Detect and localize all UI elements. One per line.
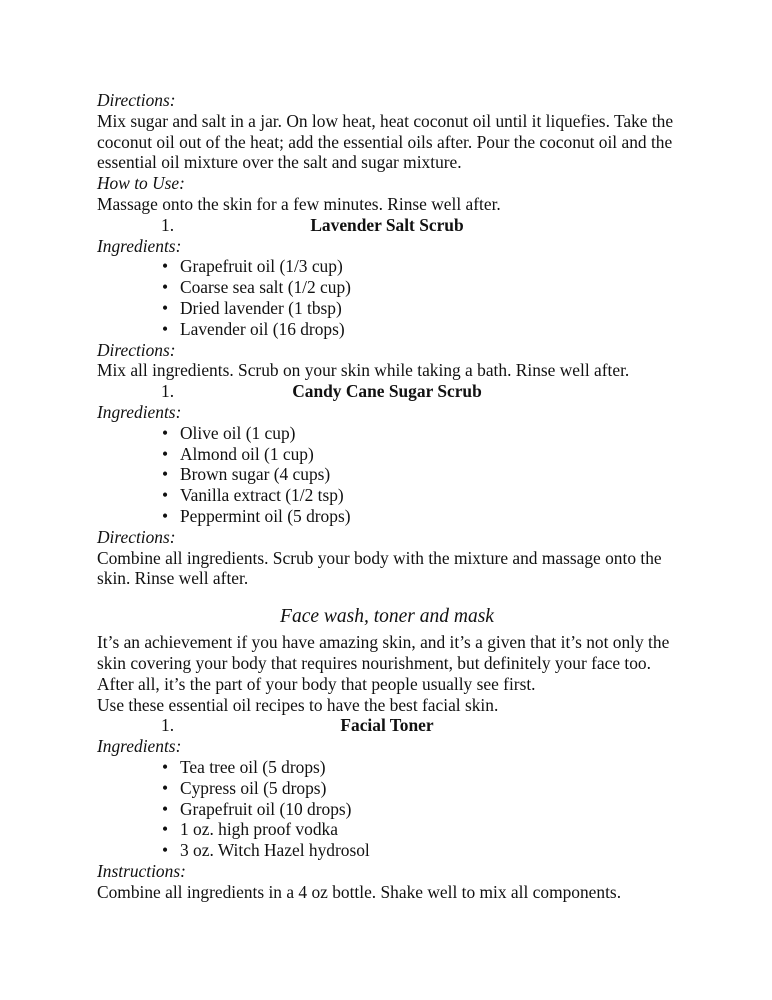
recipe-heading-candy-cane	[97, 381, 677, 402]
directions-text: Combine all ingredients. Scrub your body with the mixture and massage onto the skin. Rinse well after.	[97, 547, 662, 589]
list-item: • 3 oz. Witch Hazel hydrosol	[180, 840, 677, 861]
recipe-title: Facial Toner	[340, 715, 434, 736]
ingredient-list-lavender	[97, 256, 677, 339]
instructions-label: Instructions:	[97, 860, 186, 881]
list-item: • 1 oz. high proof vodka	[180, 819, 677, 840]
ingredients-label: Ingredients:	[97, 736, 182, 757]
list-item: • Peppermint oil (5 drops)	[180, 506, 677, 527]
ingredient-list-facial-toner	[97, 757, 677, 861]
recipe-title: Candy Cane Sugar Scrub	[292, 381, 482, 402]
section-intro-text: It’s an achievement if you have amazing skin, and it’s a given that it’s not only the skin covering your body that requires nourishment, but definitely your face too. After all, it’s the part of your body that people usually see first.	[97, 632, 670, 694]
recipe-number: 1.	[161, 214, 175, 235]
recipe-heading-lavender	[97, 215, 677, 236]
list-item: • Olive oil (1 cup)	[180, 423, 677, 444]
section-title: Face wash, toner and mask	[280, 606, 494, 628]
list-item: • Tea tree oil (5 drops)	[180, 757, 677, 778]
list-item: • Lavender oil (16 drops)	[180, 319, 677, 340]
directions-label: Directions:	[97, 339, 176, 360]
list-item: • Almond oil (1 cup)	[180, 444, 677, 465]
list-item: • Dried lavender (1 tbsp)	[180, 298, 677, 319]
list-item: • Coarse sea salt (1/2 cup)	[180, 277, 677, 298]
recipe-number: 1.	[161, 715, 175, 736]
ingredients-label: Ingredients:	[97, 401, 182, 422]
section-intro-text-2: Use these essential oil recipes to have the best facial skin.	[97, 694, 499, 715]
recipe-title: Lavender Salt Scrub	[310, 214, 464, 235]
list-item: • Brown sugar (4 cups)	[180, 464, 677, 485]
ingredients-label: Ingredients:	[97, 235, 182, 256]
directions-label: Directions:	[97, 90, 176, 110]
directions-label: Directions:	[97, 526, 176, 547]
list-item: • Grapefruit oil (1/3 cup)	[180, 256, 677, 277]
recipe-number: 1.	[161, 381, 175, 402]
how-to-use-label: How to Use:	[97, 173, 185, 194]
directions-text: Mix all ingredients. Scrub on your skin while taking a bath. Rinse well after.	[97, 360, 630, 381]
ingredient-list-candy-cane	[97, 423, 677, 527]
recipe-heading-facial-toner	[97, 715, 677, 736]
document-page	[97, 90, 677, 902]
instructions-text: Combine all ingredients in a 4 oz bottle. Shake well to mix all components.	[97, 881, 622, 902]
list-item: • Vanilla extract (1/2 tsp)	[180, 485, 677, 506]
list-item: • Cypress oil (5 drops)	[180, 778, 677, 799]
list-item: • Grapefruit oil (10 drops)	[180, 799, 677, 820]
how-to-use-text: Massage onto the skin for a few minutes. Rinse well after.	[97, 193, 501, 214]
directions-text: Mix sugar and salt in a jar. On low heat, heat coconut oil until it liquefies. Take the coconut oil out of the heat; add the essential oils after. Pour the coconut oil and the essential oil mixture over the salt and sugar mixture.	[97, 110, 674, 173]
